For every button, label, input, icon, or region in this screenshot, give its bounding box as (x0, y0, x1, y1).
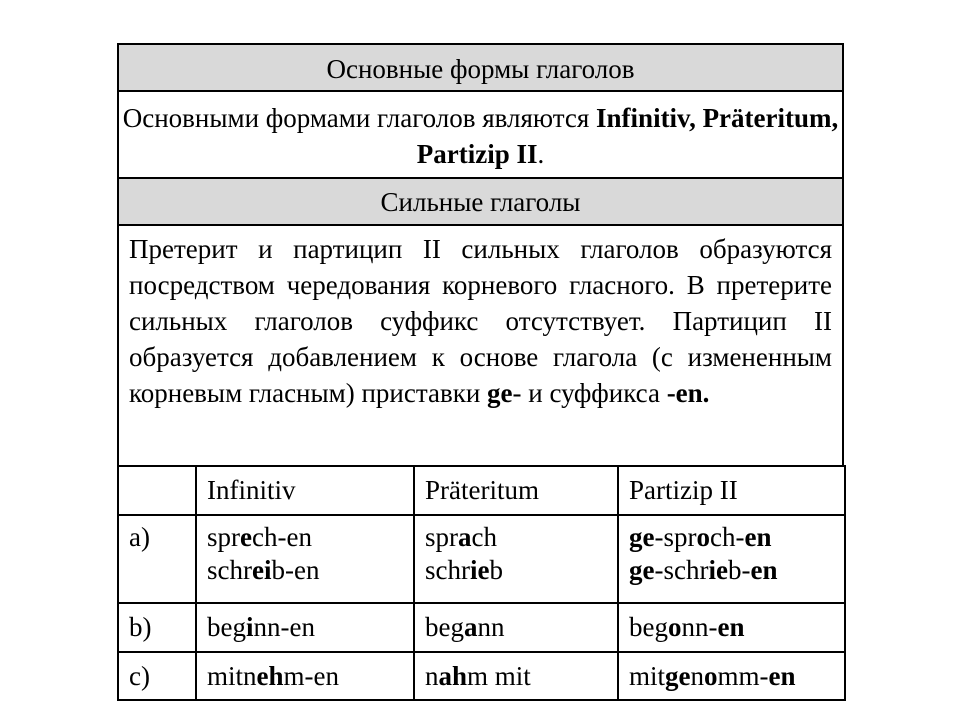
intro-forms: Infinitiv, Präteritum, Partizip II (416, 103, 839, 169)
partizip-cell (618, 603, 845, 652)
infinitiv-cell (196, 603, 414, 652)
strong-verbs-paragraph (119, 226, 842, 466)
body-text-2: - и суффикса (512, 378, 667, 408)
table-row (118, 603, 845, 652)
verb-forms-table (117, 465, 846, 701)
header-cell-praeteritum: Präteritum (414, 466, 618, 515)
word-form: sprech-en (207, 522, 312, 552)
partizip-cell (618, 652, 845, 700)
header-cell-label (118, 466, 196, 515)
infinitiv-cell (196, 515, 414, 603)
word-form: mitnehm-en (207, 661, 339, 691)
praeteritum-cell (414, 515, 618, 603)
praeteritum-cell (414, 652, 618, 700)
body-prefix: ge (487, 378, 513, 408)
word-form: beginn-en (207, 612, 315, 642)
word-form: begonn-en (629, 612, 745, 642)
praeteritum-cell (414, 603, 618, 652)
partizip-cell (618, 515, 845, 603)
row-label: a) (118, 515, 196, 603)
body-text-1: Претерит и партицип II сильных глаголов образуются посредством чередования корневого гласного. В претерите сильных глаголов суффикс отсутствует. Партицип II образуется добавлением к основе глагола (с измененным корневым гласным) приставки (129, 234, 832, 408)
row-label: c) (118, 652, 196, 700)
header-cell-partizip: Partizip II (618, 466, 845, 515)
word-form: schreib-en (207, 555, 320, 585)
section-title-strong-verbs: Сильные глаголы (119, 179, 842, 226)
intro-paragraph (119, 92, 842, 179)
body-suffix: -en. (666, 378, 710, 408)
table-row (118, 652, 845, 700)
table-header-row (118, 466, 845, 515)
row-label: b) (118, 603, 196, 652)
word-form: mitgenomm-en (629, 661, 796, 691)
word-form: nahm mit (425, 661, 531, 691)
word-form: begann (425, 612, 505, 642)
word-form: ge-sproch-en (629, 522, 772, 552)
info-frame (117, 43, 844, 466)
intro-text: Основными формами глаголов являются (122, 103, 597, 133)
infinitiv-cell (196, 652, 414, 700)
word-form: sprach (425, 522, 497, 552)
header-cell-infinitiv: Infinitiv (196, 466, 414, 515)
word-form: ge-schrieb-en (629, 555, 778, 585)
table-row (118, 515, 845, 603)
section-title-main-forms: Основные формы глаголов (119, 45, 842, 92)
word-form: schrieb (425, 555, 503, 585)
intro-end: . (537, 139, 545, 169)
